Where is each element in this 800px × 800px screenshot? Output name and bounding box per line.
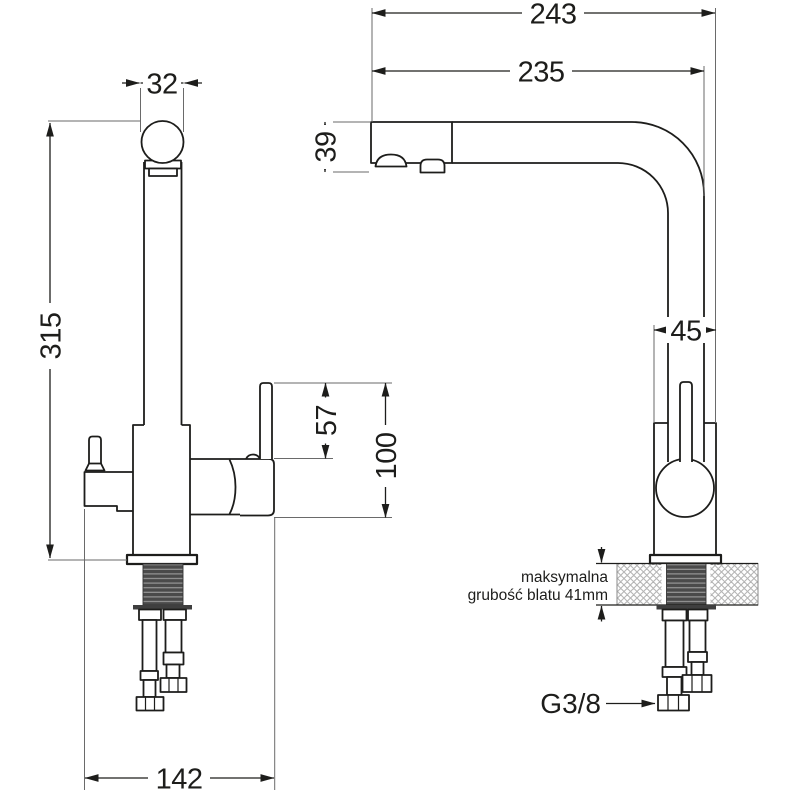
side-right-hose [683,621,712,693]
front-view [85,121,275,711]
dim-label-45: 45 [670,315,702,348]
dim-head-height [310,122,342,172]
side-hose-connector-right [688,610,708,621]
front-hose-connector-right [164,610,187,621]
side-cartridge-ball [656,459,714,517]
dim-overall-width [85,763,274,795]
dim-label-235: 235 [517,56,565,89]
side-base-flange [650,555,721,564]
side-spout-outer [452,122,704,462]
counter-note-line1: maksymalna [521,569,608,586]
front-hose-connector-left [139,610,161,621]
dim-overall-reach [372,0,715,30]
dim-label-32: 32 [146,68,178,101]
side-spout-inner [452,163,668,462]
dim-label-243: 243 [529,0,577,31]
side-dimensions [310,0,716,719]
dim-body-width [654,315,716,347]
dim-label-315: 315 [35,312,68,360]
front-right-housing [230,459,275,516]
dim-label-100: 100 [370,432,403,480]
front-base-plate [127,555,197,564]
front-dimensions [35,68,403,795]
dim-spout-width [122,68,202,100]
thread-label: G3/8 [540,688,601,719]
dim-label-57: 57 [310,404,343,437]
dim-counter-thickness [468,547,609,622]
front-left-lever-base [86,464,105,471]
front-aerator-lower [149,169,177,177]
side-spray-outlet [421,160,445,173]
front-left-hose [137,620,164,711]
front-head-knob [142,121,184,163]
dim-spout-reach [372,56,704,88]
thread-callout [540,688,655,719]
front-left-arm [85,472,134,511]
side-view [371,122,758,711]
counter-note-line2: grubość blatu 41mm [467,587,608,604]
front-right-arm [190,459,246,515]
dim-lever-to-body [371,383,403,518]
front-left-lever [89,437,101,464]
countertop-slab [596,564,758,606]
dim-label-142: 142 [155,763,203,796]
dim-label-39: 39 [310,131,343,163]
side-threaded-stud [667,564,707,606]
front-right-hose [161,620,187,692]
side-left-hose [658,621,689,711]
dim-lever-to-arm [311,383,343,459]
dim-total-height [35,123,67,558]
front-spout-tube [144,162,182,425]
front-threaded-stud [143,564,183,605]
front-body [133,425,190,555]
side-hose-connector-left [663,610,687,621]
front-right-lever [260,383,272,459]
side-lever [680,382,692,462]
